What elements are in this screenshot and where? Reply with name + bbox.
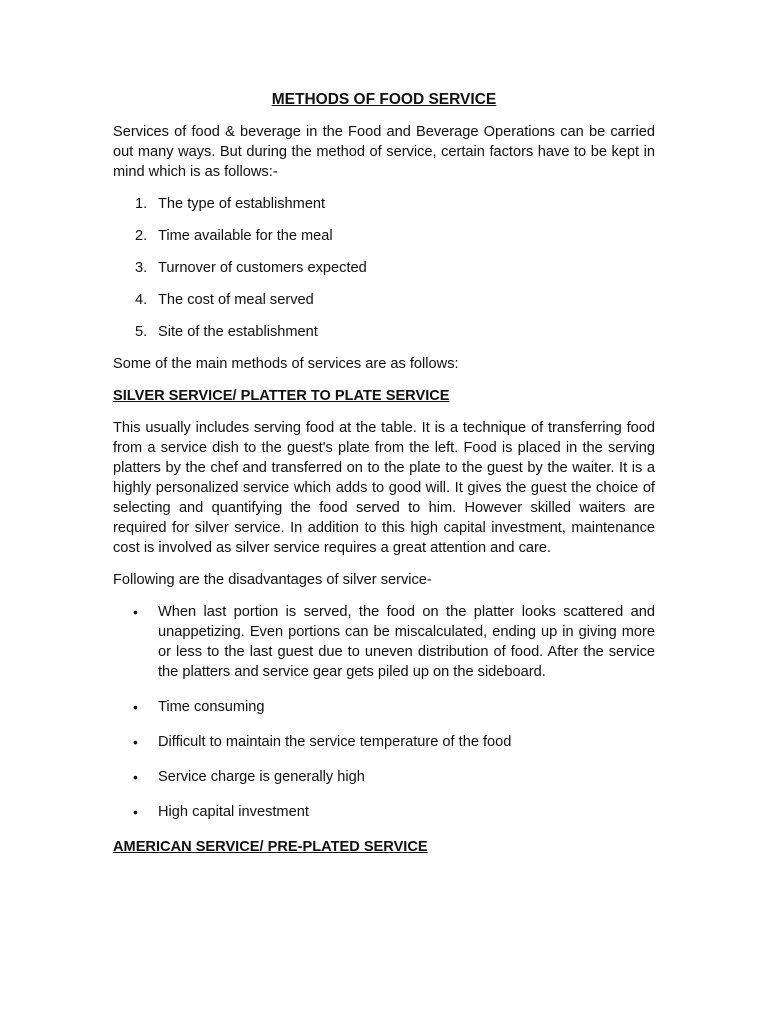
intro-paragraph: Services of food & beverage in the Food and Beverage Operations can be carried out many ways. But during the method of service, certain factors have to be kept in mind which is as follows:- xyxy=(113,124,655,180)
bullet-icon: • xyxy=(133,604,138,620)
methods-intro: Some of the main methods of services are as follows: xyxy=(113,356,459,372)
list-item-text: Time consuming xyxy=(158,699,265,715)
list-item xyxy=(113,290,655,310)
list-item xyxy=(113,767,655,787)
bullet-icon: • xyxy=(133,699,138,715)
list-item-text: When last portion is served, the food on the platter looks scattered and unappetizing. Even portions can be miscalculated, ending up in giving more or less to the last guest due to uneven distribution of food. After the service the platters and service gear gets piled up on the sideboard. xyxy=(158,604,655,680)
bullet-icon: • xyxy=(133,734,138,750)
list-item-text: The cost of meal served xyxy=(158,292,314,308)
disadvantages-list xyxy=(113,602,655,822)
list-item xyxy=(113,802,655,822)
list-item xyxy=(113,697,655,717)
list-item xyxy=(113,602,655,682)
bullet-icon: • xyxy=(133,804,138,820)
factors-list xyxy=(113,194,655,342)
list-item xyxy=(113,322,655,342)
list-item-text: Service charge is generally high xyxy=(158,769,365,785)
list-number: 5. xyxy=(135,324,148,340)
list-item-text: Site of the establishment xyxy=(158,324,318,340)
list-number: 4. xyxy=(135,292,148,308)
bullet-icon: • xyxy=(133,769,138,785)
list-item xyxy=(113,226,655,246)
silver-service-heading: SILVER SERVICE/ PLATTER TO PLATE SERVICE xyxy=(113,388,450,404)
list-item-text: Turnover of customers expected xyxy=(158,260,367,276)
list-item-text: The type of establishment xyxy=(158,196,326,212)
page-title: METHODS OF FOOD SERVICE xyxy=(271,91,497,108)
list-item xyxy=(113,194,655,214)
list-number: 2. xyxy=(135,228,148,244)
list-item-text: Time available for the meal xyxy=(158,228,333,244)
list-number: 3. xyxy=(135,260,148,276)
silver-service-paragraph: This usually includes serving food at the table. It is a technique of transferring food from a service dish to the guest's plate from the left. Food is placed in the serving platters by the chef and transferred on to the plate to the guest by the waiter. It is a highly personalized service which adds to good will. It gives the guest the choice of selecting and quantifying the food served to him. However skilled waiters are required for silver service. In addition to this high capital investment, maintenance cost is involved as silver service requires a great attention and care. xyxy=(113,420,655,556)
document-page xyxy=(113,90,655,869)
list-item-text: High capital investment xyxy=(158,804,309,820)
american-service-heading: AMERICAN SERVICE/ PRE-PLATED SERVICE xyxy=(113,839,428,855)
disadvantages-intro: Following are the disadvantages of silver service- xyxy=(113,572,432,588)
list-number: 1. xyxy=(135,196,148,212)
list-item xyxy=(113,258,655,278)
list-item xyxy=(113,732,655,752)
list-item-text: Difficult to maintain the service temperature of the food xyxy=(158,734,512,750)
